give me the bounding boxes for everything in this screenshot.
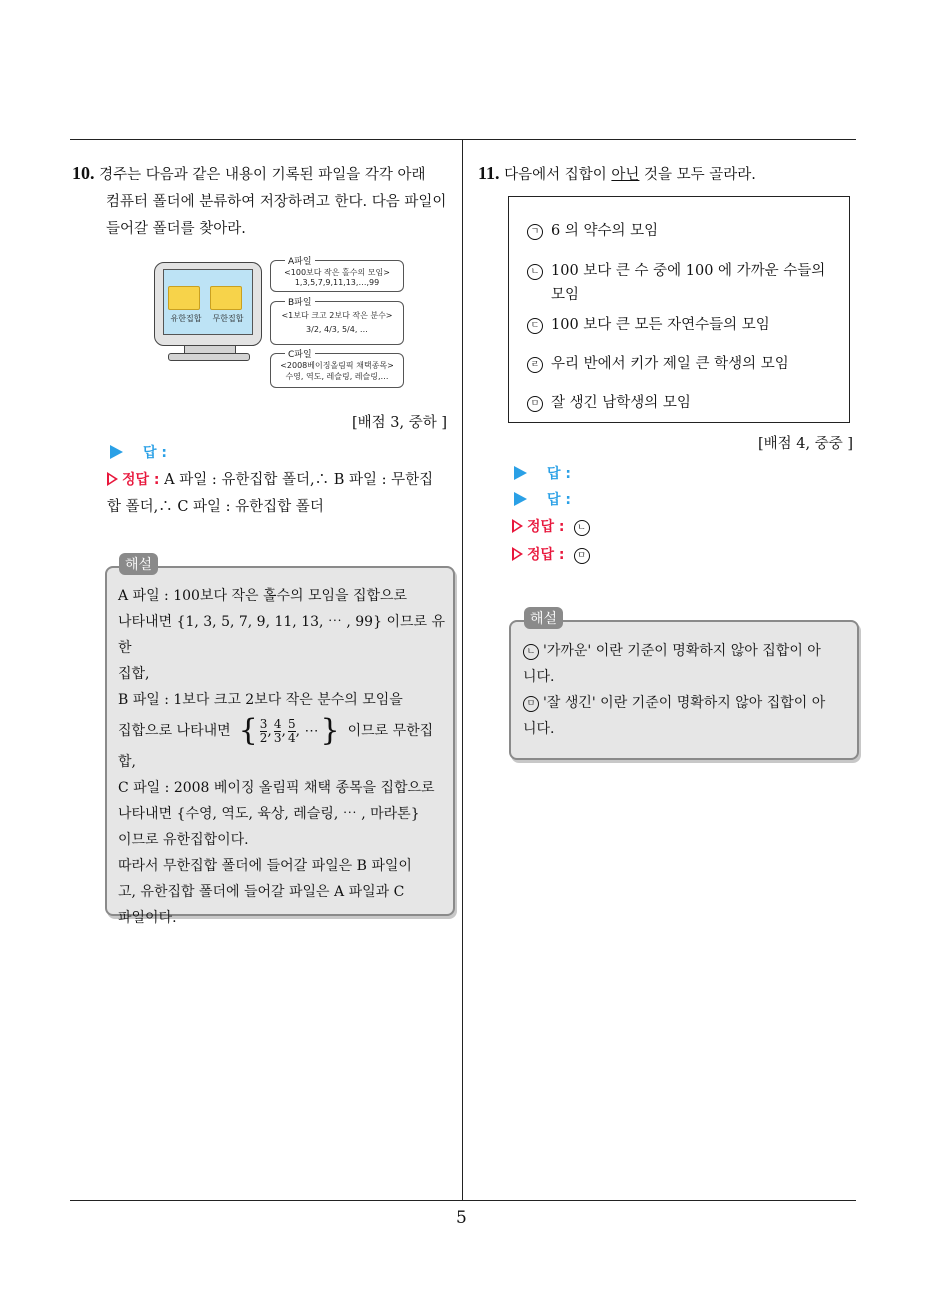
- correct-answer: [107, 467, 457, 521]
- circled-mark: ㄷ: [527, 318, 543, 334]
- explain-line: 고, 유한집합 폴더에 들어갈 파일은 A 파일과 C: [118, 884, 405, 900]
- file-c-title: C파일: [285, 347, 315, 360]
- answer-row: [110, 440, 167, 465]
- question-text: 다음에서 집합이: [504, 167, 607, 183]
- fraction-denominator: 4: [287, 730, 296, 745]
- folder-label-finite: 유한집합: [170, 314, 202, 323]
- fraction-denominator: 2: [259, 730, 268, 745]
- choice-text: 6 의 약수의 모임: [551, 223, 659, 239]
- question-text-underlined: 아닌: [611, 167, 640, 183]
- question-number: 11.: [478, 163, 500, 183]
- correct-label: 정답 :: [527, 547, 565, 563]
- explanation-text: [118, 583, 448, 931]
- explain-line: 이므로 유한집합이다.: [118, 832, 249, 848]
- explain-line: A 파일 : 100보다 작은 홀수의 모임을 집합으로: [118, 588, 408, 604]
- question-text: 것을 모두 골라라.: [644, 167, 756, 183]
- file-a-box: [270, 257, 404, 292]
- choice-1: [527, 219, 658, 243]
- correct-answer-2: [512, 542, 598, 567]
- answer-label: 답 :: [547, 466, 571, 482]
- circled-mark: ㄱ: [527, 224, 543, 240]
- circled-mark: ㅁ: [523, 696, 539, 712]
- choice-2: [527, 259, 825, 283]
- triangle-icon: [512, 547, 523, 561]
- explain-line: B 파일 : 1보다 크고 2보다 작은 분수의 모임을: [118, 692, 403, 708]
- triangle-icon: [107, 472, 118, 486]
- circled-mark: ㄹ: [527, 357, 543, 373]
- file-b-line1: <1보다 크고 2보다 작은 분수>: [281, 311, 393, 320]
- computer-figure: [154, 262, 262, 362]
- explain-line: 파일이다.: [118, 910, 177, 926]
- explain-line: 합,: [118, 754, 136, 770]
- question-text-line3: 들어갈 폴더를 찾아라.: [106, 221, 246, 237]
- top-rule: [70, 139, 856, 140]
- score-q10: [배점 3, 중하 ]: [352, 415, 448, 431]
- answer-label: 답 :: [547, 492, 571, 508]
- explain-line: '잘 생긴' 이란 기준이 명확하지 않아 집합이 아: [543, 695, 826, 711]
- choice-2-cont: 모임: [551, 287, 580, 303]
- correct-line2: 합 폴더,∴ C 파일 : 유한집합 폴더: [107, 499, 324, 515]
- fraction-denominator: 3: [273, 730, 282, 745]
- fraction-ellipsis: , ⋯: [295, 723, 319, 739]
- explain-line: 나타내면 {1, 3, 5, 7, 9, 11, 13, ⋯ , 99} 이므로 유한: [118, 614, 445, 656]
- file-b-title: B파일: [285, 295, 315, 308]
- choice-text: 100 보다 큰 수 중에 100 에 가까운 수들의: [551, 263, 826, 279]
- play-icon: [514, 466, 527, 480]
- file-a-title: A파일: [285, 254, 315, 267]
- answer-row-1: [514, 461, 571, 486]
- choice-3: [527, 313, 770, 337]
- bottom-rule: [70, 1200, 856, 1201]
- explain-line: 집합,: [118, 666, 150, 682]
- explain-line: 니다.: [523, 669, 555, 685]
- score-q11: [배점 4, 중중 ]: [758, 436, 854, 452]
- choice-5: [527, 391, 691, 415]
- choices-box: [508, 196, 850, 423]
- answer-row-2: [514, 487, 571, 512]
- file-a-line1: <100보다 작은 홀수의 모임>: [284, 268, 390, 277]
- question-text-line2: 컴퓨터 폴더에 분류하여 저장하려고 한다. 다음 파일이: [106, 194, 447, 210]
- correct-label: 정답 :: [122, 472, 160, 488]
- file-c-box: [270, 350, 404, 388]
- folder-icon: [210, 286, 242, 310]
- question-text-line1: 경주는 다음과 같은 내용이 기록된 파일을 각각 아래: [99, 167, 426, 183]
- folder-label-infinite: 무한집합: [212, 314, 244, 323]
- explain-line: 이므로 무한집: [347, 723, 434, 739]
- folder-icon: [168, 286, 200, 310]
- explanation-tag: 해설: [524, 607, 563, 629]
- choice-text: 잘 생긴 남학생의 모임: [551, 395, 691, 411]
- circled-mark: ㅁ: [527, 396, 543, 412]
- circled-mark: ㄴ: [574, 520, 590, 536]
- file-b-box: [270, 298, 404, 345]
- correct-answer-1: [512, 514, 598, 539]
- fraction-numerator: 3: [259, 716, 268, 731]
- file-c-line2: 수영, 역도, 레슬링, 레슬링,…: [285, 372, 389, 381]
- explain-fraction-line: 집합으로 나타내면 { $\frac{3}{2}$ , $\frac{4}{3}$ , $\frac{5}{4}$ , ⋯ } 이므로 무한집: [118, 713, 434, 748]
- file-a-line2: 1,3,5,7,9,11,13,…,99: [294, 278, 380, 287]
- question-11: [478, 160, 756, 189]
- fraction-numerator: 5: [287, 716, 296, 731]
- explanation-tag: 해설: [119, 553, 158, 575]
- explain-line: '가까운' 이란 기준이 명확하지 않아 집합이 아: [543, 643, 821, 659]
- column-divider: [462, 139, 463, 1200]
- circled-mark: ㅁ: [574, 548, 590, 564]
- file-b-line2: 3/2, 4/3, 5/4, …: [306, 325, 368, 334]
- correct-label: 정답 :: [527, 519, 565, 535]
- play-icon: [514, 492, 527, 506]
- file-c-line1: <2008베이징올림픽 채택종목>: [280, 361, 394, 370]
- choice-text: 100 보다 큰 모든 자연수들의 모임: [551, 317, 770, 333]
- choice-text: 우리 반에서 키가 제일 큰 학생의 모임: [551, 356, 789, 372]
- page-number: 5: [456, 1208, 467, 1228]
- choice-4: [527, 352, 789, 376]
- explanation-text: [523, 638, 853, 742]
- answer-label: 답 :: [143, 445, 167, 461]
- fraction-numerator: 4: [273, 716, 282, 731]
- circled-mark: ㄴ: [527, 264, 543, 280]
- triangle-icon: [512, 519, 523, 533]
- explain-line: 니다.: [523, 721, 555, 737]
- question-number: 10.: [72, 163, 95, 183]
- explain-line: 나타내면 {수영, 역도, 육상, 레슬링, ⋯ , 마라톤}: [118, 806, 420, 822]
- explain-line: 따라서 무한집합 폴더에 들어갈 파일은 B 파일이: [118, 858, 412, 874]
- explain-line: 집합으로 나타내면: [118, 723, 231, 739]
- correct-line1: A 파일 : 유한집합 폴더,∴ B 파일 : 무한집: [164, 472, 434, 488]
- circled-mark: ㄴ: [523, 644, 539, 660]
- play-icon: [110, 445, 123, 459]
- question-10: [72, 160, 457, 243]
- explain-line: C 파일 : 2008 베이징 올림픽 채택 종목을 집합으로: [118, 780, 435, 796]
